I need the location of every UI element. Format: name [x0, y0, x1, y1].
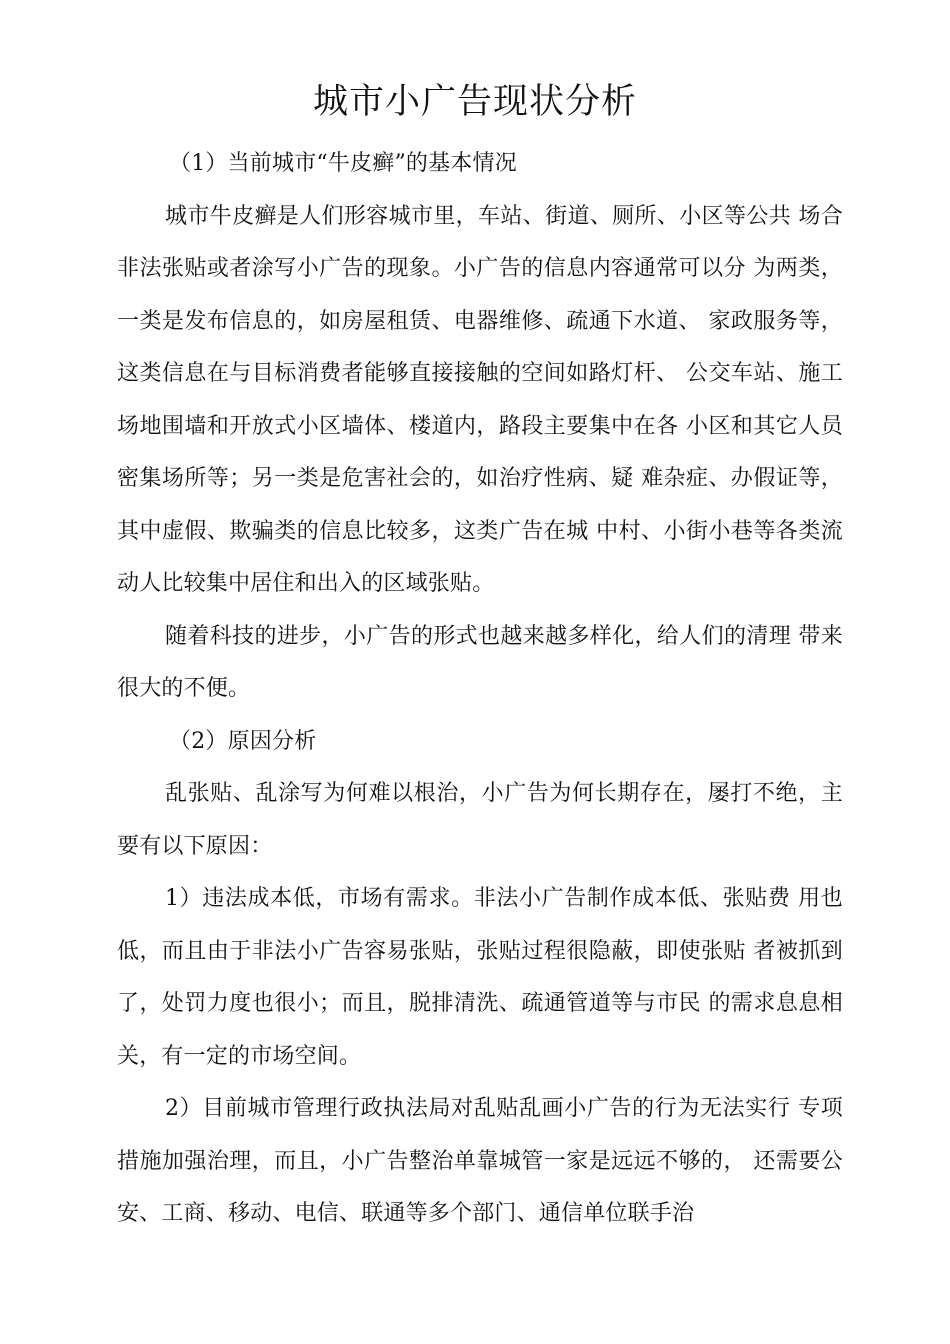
- paragraph-overview: 城市牛皮癣是人们形容城市里，车站、街道、厕所、小区等公共 场合非法张贴或者涂写小广告的现象。小广告的信息内容通常可以分 为两类，一类是发布信息的，如房屋租赁、电器维修、疏通下水道、 家政服务等，这类信息在与目标消费者能够直接接触的空间如路灯杆、 公交车站、施工场地围墙和开放式小区墙体、楼道内，路段主要集中在各 小区和其它人员密集场所等；另一类是危害社会的，如治疗性病、疑 难杂症、办假证等，其中虚假、欺骗类的信息比较多，这类广告在城 中村、小街小巷等各类流动人比较集中居住和出入的区域张贴。: [117, 203, 843, 596]
- paragraph-cause-2: 2）目前城市管理行政执法局对乱贴乱画小广告的行为无法实行 专项措施加强治理，而且，小广告整治单靠城管一家是远远不够的， 还需要公安、工商、移动、电信、联通等多个部门、通信单位联手治: [117, 1096, 843, 1226]
- paragraph-causes-intro: 乱张贴、乱涂写为何难以根治，小广告为何长期存在，屡打不绝，主要有以下原因：: [117, 781, 843, 859]
- paragraph-technology: 随着科技的进步，小广告的形式也越来越多样化，给人们的清理 带来很大的不便。: [117, 623, 843, 701]
- section-heading-1: （1）当前城市“牛皮癣”的基本情况: [169, 151, 517, 176]
- section-heading-2: （2）原因分析: [169, 728, 317, 754]
- page-title: 城市小广告现状分析: [312, 82, 637, 122]
- document-body: [117, 138, 843, 1241]
- paragraph-cause-1: 1）违法成本低，市场有需求。非法小广告制作成本低、张贴费 用也低，而且由于非法小广告容易张贴，张贴过程很隐蔽，即使张贴 者被抓到了，处罚力度也很小；而且，脱排清洗、疏通管道等与市民 的需求息息相关，有一定的市场空间。: [117, 886, 843, 1069]
